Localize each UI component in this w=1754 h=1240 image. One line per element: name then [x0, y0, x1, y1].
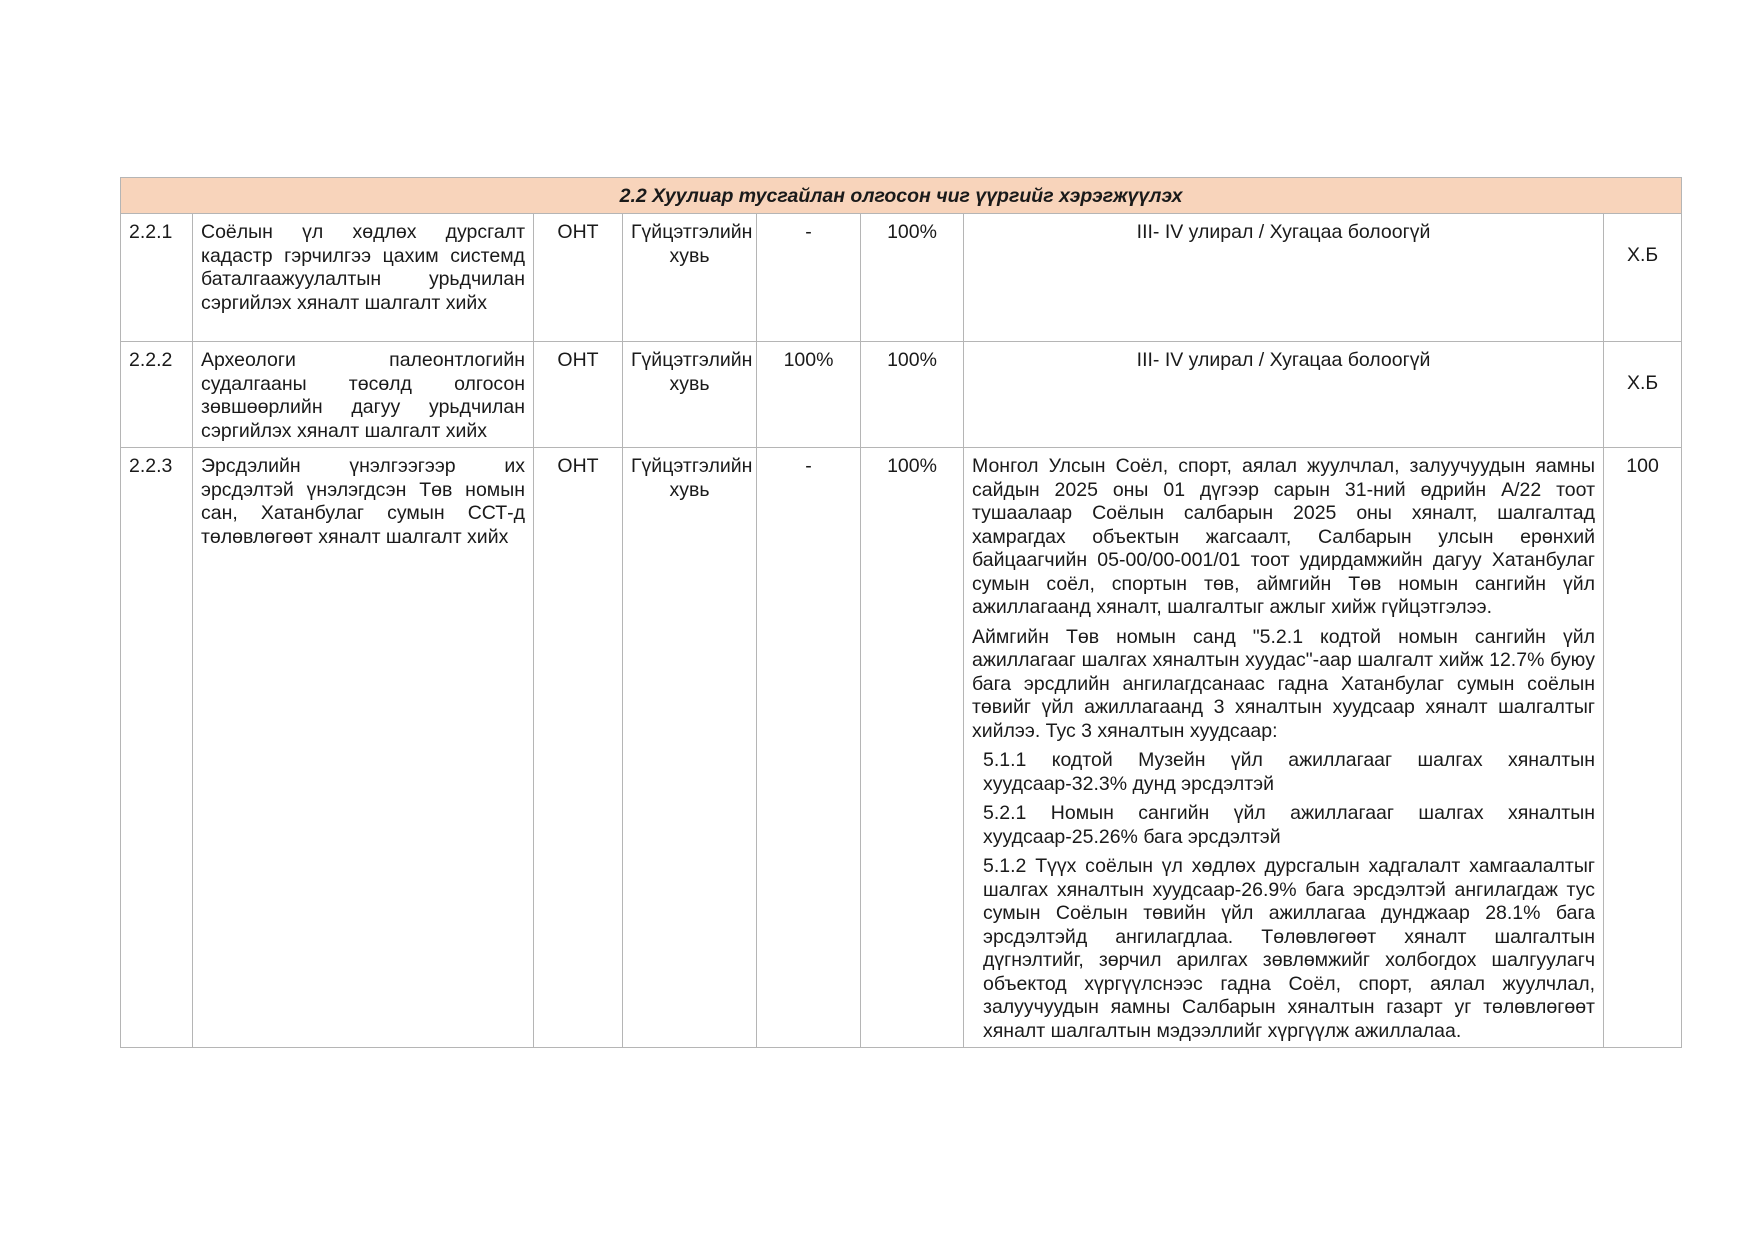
indicator: Гүйцэтгэлийн хувь — [623, 448, 757, 1048]
section-title: 2.2 Хуулиар тусгайлан олгосон чиг үүргийг хэрэгжүүлэх — [121, 178, 1682, 214]
task-description: Эрсдэлийн үнэлгээгээр их эрсдэлтэй үнэлэгдсэн Төв номын сан, Хатанбулаг сумын ССТ-д төлөвлөгөөт хяналт шалгалт хийх — [193, 448, 534, 1048]
performance-details — [964, 448, 1604, 1048]
table-row — [121, 214, 1682, 342]
row-number: 2.2.2 — [121, 342, 193, 448]
indicator: Гүйцэтгэлийн хувь — [623, 342, 757, 448]
target-value: 100% — [861, 342, 964, 448]
target-value: 100% — [861, 214, 964, 342]
table-row — [121, 342, 1682, 448]
score: Х.Б — [1604, 342, 1682, 448]
checklist-item: 5.2.1 Номын сангийн үйл ажиллагааг шалгах хяналтын хуудсаар-25.26% бага эрсдэлтэй — [983, 802, 1595, 848]
table-row — [121, 448, 1682, 1048]
report-table — [120, 177, 1682, 1048]
row-number: 2.2.1 — [121, 214, 193, 342]
performance-text: III- IV улирал / Хугацаа болоогүй — [964, 214, 1604, 342]
baseline-value: - — [757, 448, 861, 1048]
baseline-value: - — [757, 214, 861, 342]
section-header-row — [121, 178, 1682, 214]
checklist-item: 5.1.2 Түүх соёлын үл хөдлөх дурсгалын хадгалалт хамгаалалтыг шалгах хяналтын хуудсаар-26.9% бага эрсдэлтэй ангилагдаж тус сумын Соёлын төвийн үйл ажиллагаа дунджаар 28.1% бага эрсдэлтэйд ангилагдлаа. Төлөвлөгөөт хяналт шалгалтын дүгнэлтийг, зөрчил арилгах зөвлөмжийг холбогдох шалгуулагч объектод хүргүүлснээс гадна Соёл, спорт, аялал жуулчлал, залуучуудын яамны Салбарын хяналтын газарт уг төлөвлөгөөт хяналт шалгалтын мэдээллийг хүргүүлж ажиллалаа. — [983, 855, 1595, 1042]
responsible-unit: ОНТ — [534, 448, 623, 1048]
checklist-item: 5.1.1 кодтой Музейн үйл ажиллагааг шалгах хяналтын хуудсаар-32.3% дунд эрсдэлтэй — [983, 749, 1595, 795]
performance-paragraph: Аймгийн Төв номын санд "5.2.1 кодтой номын сангийн үйл ажиллагааг шалгах хяналтын хуудас"-аар шалгалт хийж 12.7% буюу бага эрсдлийн ангилагдсанаас гадна Хатанбулаг сумын соёлын төвийг үйл ажиллагаанд 3 хяналтын хуудсаар хяналт шалгалтыг хийлээ. Тус 3 хяналтын хуудсаар: — [972, 625, 1595, 742]
score: Х.Б — [1604, 214, 1682, 342]
indicator: Гүйцэтгэлийн хувь — [623, 214, 757, 342]
task-description: Археологи палеонтлогийн судалгааны төсөлд олгосон зөвшөөрлийн дагуу урьдчилан сэргийлэх хяналт шалгалт хийх — [193, 342, 534, 448]
responsible-unit: ОНТ — [534, 342, 623, 448]
score: 100 — [1604, 448, 1682, 1048]
target-value: 100% — [861, 448, 964, 1048]
performance-paragraph: Монгол Улсын Соёл, спорт, аялал жуулчлал, залуучуудын яамны сайдын 2025 оны 01 дүгээр сарын 31-ний өдрийн А/22 тоот тушаалаар Соёлын салбарын 2025 оны хяналт, шалгалтад хамрагдах объектын жагсаалт, Салбарын улсын ерөнхий байцаагчийн 05-00/00-001/01 тоот удирдамжийн дагуу Хатанбулаг сумын соёл, спортын төв, аймгийн Төв номын сангийн үйл ажиллагаанд хяналт, шалгалтыг ажлыг хийж гүйцэтгэлээ. — [972, 455, 1595, 618]
baseline-value: 100% — [757, 342, 861, 448]
performance-text: III- IV улирал / Хугацаа болоогүй — [964, 342, 1604, 448]
responsible-unit: ОНТ — [534, 214, 623, 342]
row-number: 2.2.3 — [121, 448, 193, 1048]
task-description: Соёлын үл хөдлөх дурсгалт кадастр гэрчилгээ цахим системд баталгаажуулалтын урьдчилан сэргийлэх хяналт шалгалт хийх — [193, 214, 534, 342]
